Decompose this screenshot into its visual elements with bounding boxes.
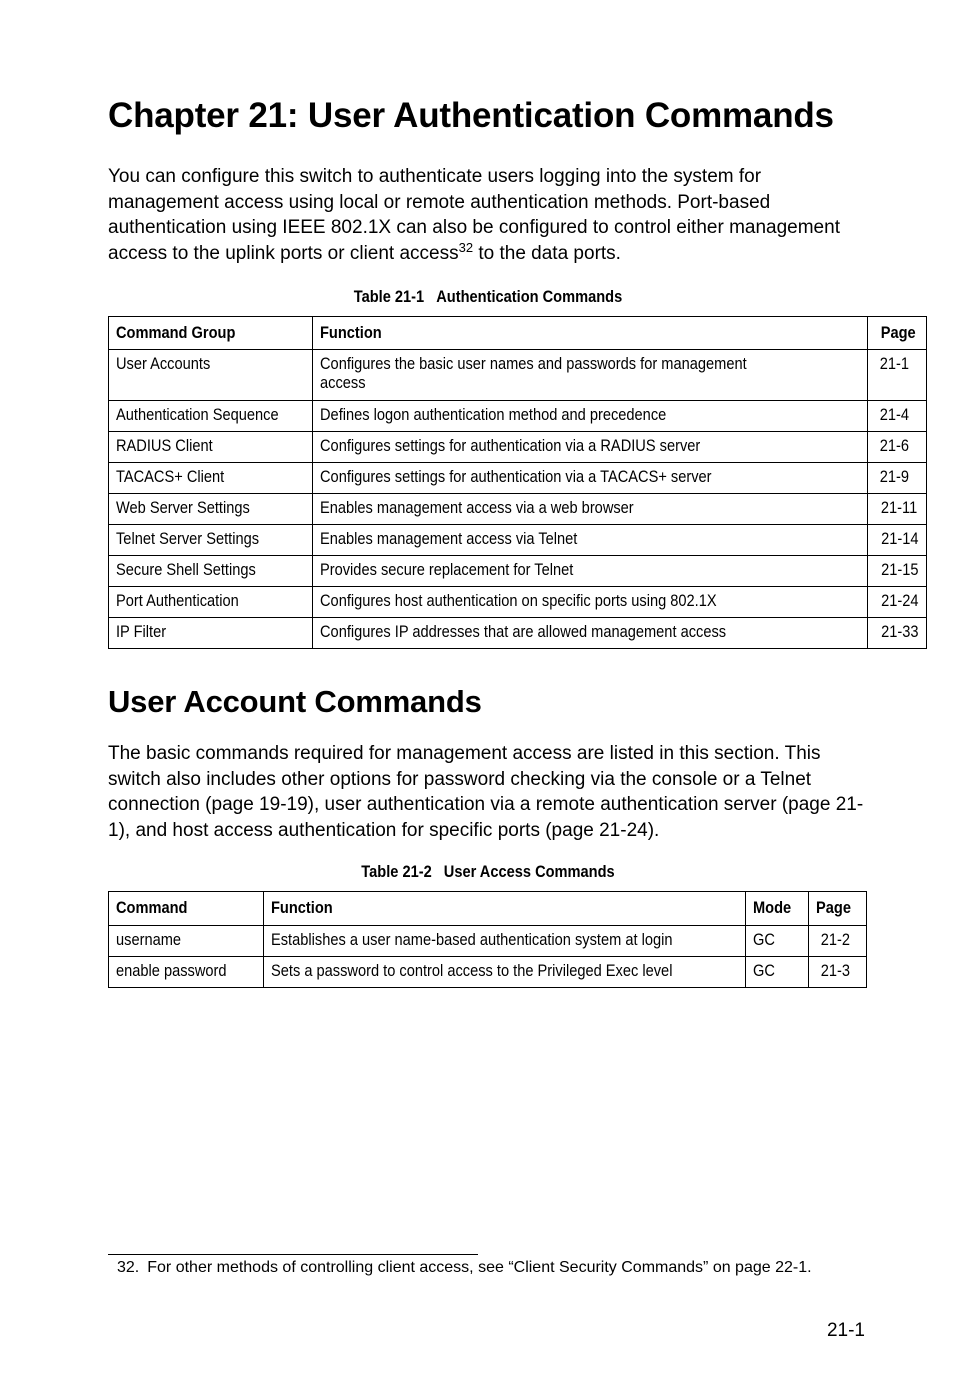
footnote-number: 32. xyxy=(117,1259,140,1276)
intro-paragraph xyxy=(108,164,868,266)
column-header-function: Function xyxy=(264,892,746,926)
cell-command-group: Secure Shell Settings xyxy=(109,556,313,587)
column-header-page: Page xyxy=(808,892,866,926)
cell-page-link[interactable]: 21-4 xyxy=(868,401,926,432)
table-row xyxy=(109,432,927,463)
footnote-text: For other methods of controlling client access, see “Client Security Commands” on page 22-1. xyxy=(147,1259,812,1276)
section-title: User Account Commands xyxy=(108,684,482,719)
table-header-row xyxy=(109,317,927,350)
cell-page-link[interactable]: 21-9 xyxy=(868,463,926,494)
column-header-command-group: Command Group xyxy=(109,317,313,350)
cell-function: Configures settings for authentication via a RADIUS server xyxy=(313,432,868,463)
cell-page-link[interactable]: 21-24 xyxy=(868,587,926,618)
page-number: 21-1 xyxy=(826,1320,865,1341)
table-row xyxy=(109,463,927,494)
footnote xyxy=(117,1258,817,1277)
cell-page-link[interactable]: 21-33 xyxy=(868,618,926,649)
cell-command: username xyxy=(109,926,264,957)
table-header-row xyxy=(109,892,867,926)
column-header-command: Command xyxy=(109,892,264,926)
footnote-reference[interactable]: 32 xyxy=(458,239,474,255)
cell-mode: GC xyxy=(746,926,809,957)
table-row xyxy=(109,401,927,432)
table2-caption xyxy=(161,862,815,882)
cell-function: Configures IP addresses that are allowed management access xyxy=(313,618,868,649)
cell-mode: GC xyxy=(746,957,809,988)
cell-function: Establishes a user name-based authentication system at login xyxy=(264,926,746,957)
cell-command-group: TACACS+ Client xyxy=(109,463,313,494)
table1-caption xyxy=(161,287,815,307)
cell-page-link[interactable]: 21-2 xyxy=(808,926,866,957)
table-row xyxy=(109,587,927,618)
table-row xyxy=(109,525,927,556)
table-row xyxy=(109,957,867,988)
table2-caption-title: User Access Commands xyxy=(443,862,615,881)
cell-command: enable password xyxy=(109,957,264,988)
cell-function: Sets a password to control access to the Privileged Exec level xyxy=(264,957,746,988)
cell-page-link[interactable]: 21-6 xyxy=(868,432,926,463)
cell-command-group: Authentication Sequence xyxy=(109,401,313,432)
table2-caption-number: Table 21-2 xyxy=(361,862,432,881)
cell-page-link[interactable]: 21-3 xyxy=(808,957,866,988)
cell-function: Enables management access via a web browser xyxy=(313,494,868,525)
cell-function: Configures settings for authentication via a TACACS+ server xyxy=(313,463,868,494)
chapter-title: Chapter 21: User Authentication Commands xyxy=(108,96,834,135)
cell-command-group: Port Authentication xyxy=(109,587,313,618)
column-header-page: Page xyxy=(868,317,926,350)
cell-command-group: Telnet Server Settings xyxy=(109,525,313,556)
cell-command-group: User Accounts xyxy=(109,350,313,401)
column-header-function: Function xyxy=(313,317,868,350)
section-intro-paragraph: The basic commands required for management access are listed in this section. This switch also includes other options for password checking via the console or a Telnet connection (page 19-19), user authentication via a remote authentication server (page 21-1), and host access authentication for specific ports (page 21-24). xyxy=(108,743,864,841)
cell-function: Enables management access via Telnet xyxy=(313,525,868,556)
cell-command-group: IP Filter xyxy=(109,618,313,649)
cell-page-link[interactable]: 21-1 xyxy=(868,350,926,401)
table-row xyxy=(109,618,927,649)
column-header-mode: Mode xyxy=(746,892,809,926)
intro-text-end: to the data ports. xyxy=(473,242,621,264)
table-row xyxy=(109,556,927,587)
table-row xyxy=(109,494,927,525)
table1-caption-title: Authentication Commands xyxy=(436,287,623,306)
footnote-divider xyxy=(108,1254,478,1255)
cell-page-link[interactable]: 21-15 xyxy=(868,556,926,587)
table-row xyxy=(109,350,927,401)
table-row xyxy=(109,926,867,957)
user-access-commands-table xyxy=(108,891,867,988)
cell-function: Provides secure replacement for Telnet xyxy=(313,556,868,587)
cell-page-link[interactable]: 21-11 xyxy=(868,494,926,525)
table1-caption-number: Table 21-1 xyxy=(353,287,425,306)
cell-page-link[interactable]: 21-14 xyxy=(868,525,926,556)
cell-function: Configures host authentication on specific ports using 802.1X xyxy=(313,587,868,618)
authentication-commands-table xyxy=(108,316,927,649)
cell-command-group: Web Server Settings xyxy=(109,494,313,525)
intro-text: You can configure this switch to authenticate users logging into the system for management access using local or remote authentication methods. Port-based authentication using IEEE 802.1X can also be configured to control either management access to the uplink ports or client access xyxy=(108,166,840,264)
cell-function: Configures the basic user names and passwords for management access xyxy=(313,350,868,401)
cell-command-group: RADIUS Client xyxy=(109,432,313,463)
cell-function: Defines logon authentication method and precedence xyxy=(313,401,868,432)
